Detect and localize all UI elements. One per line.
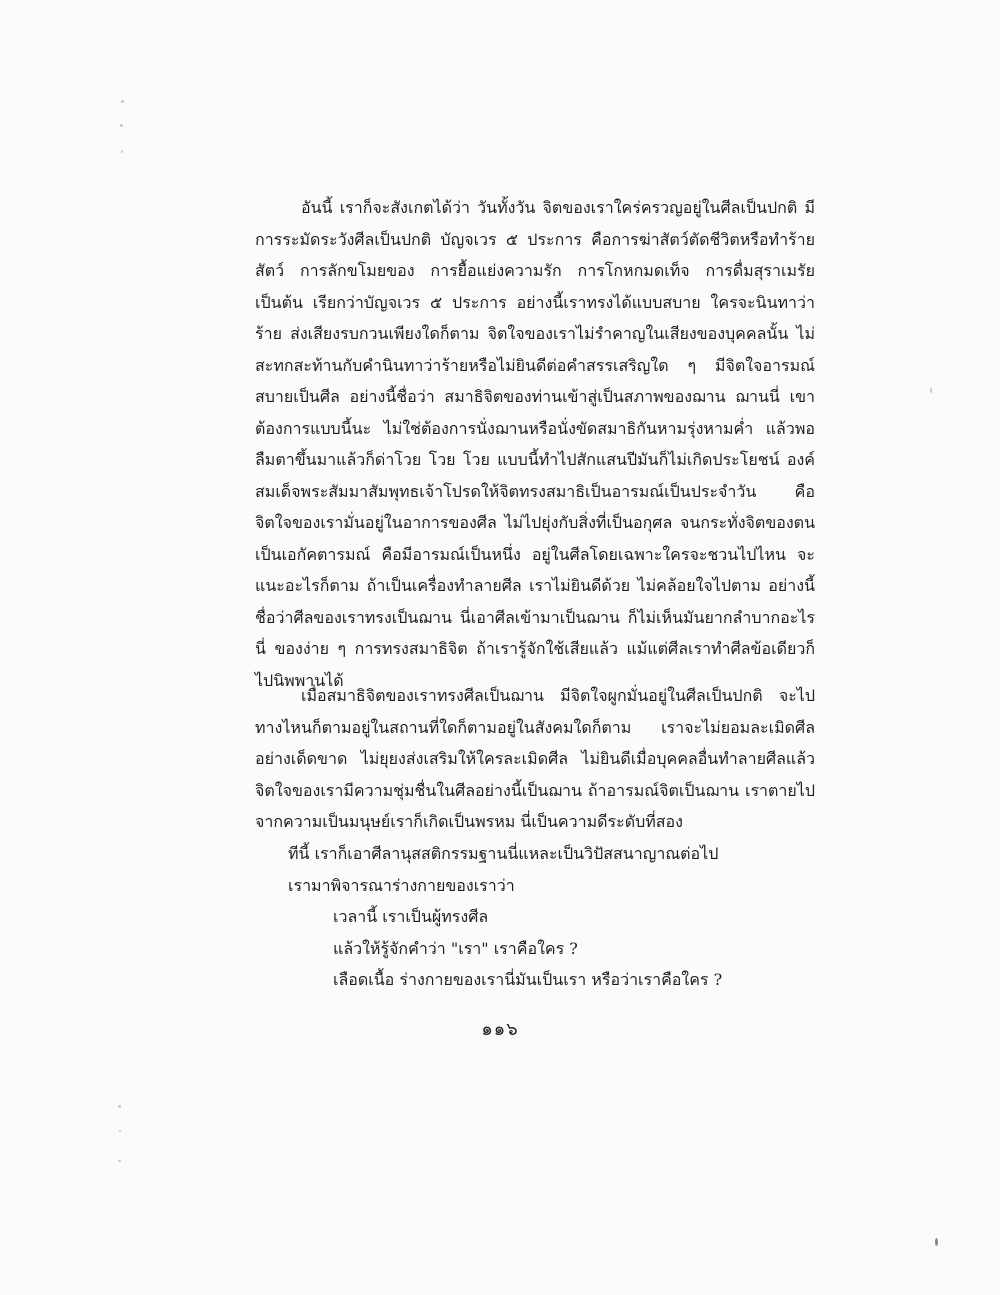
body-paragraph: เมื่อสมาธิจิตของเราทรงศีลเป็นฌาน มีจิตใจผูกมั่นอยู่ในศีลเป็นปกติ จะไปทางไหนก็ตามอยู่ในสถานที่ใดก็ตามอยู่ในสังคมใดก็ตาม เราจะไม่ยอมละเมิดศีลอย่างเด็ดขาด ไม่ยุยงส่งเสริมให้ใครละเมิดศีล ไม่ยินดีเมื่อบุคคลอื่นทำลายศีลแล้ว จิตใจของเรามีความชุ่มชื่นในศีลอย่างนี้เป็นฌาน ถ้าอารมณ์จิตเป็นฌาน เราตายไปจากความเป็นมนุษย์เราก็เกิดเป็นพรหม นี่เป็นความดีระดับที่สอง: [255, 686, 815, 831]
verse-block: [255, 838, 815, 996]
paragraph-block: [255, 192, 815, 696]
scan-speck: [118, 1160, 121, 1162]
scan-speck: [935, 1238, 938, 1246]
text-line: เวลานี้ เราเป็นผู้ทรงศีล: [333, 907, 489, 926]
scan-speck: [120, 124, 123, 127]
text-line: แล้วให้รู้จักคำว่า "เรา" เราคือใคร ?: [333, 938, 578, 958]
text-line: เลือดเนื้อ ร่างกายของเรานี่มันเป็นเรา หรือว่าเราคือใคร ?: [333, 970, 723, 989]
paragraph-block: [255, 680, 815, 838]
scan-speck: [930, 388, 932, 393]
body-paragraph: อันนี้ เราก็จะสังเกตได้ว่า วันทั้งวัน จิตของเราใคร่ครวญอยู่ในศีลเป็นปกติ มีการระมัดระวังศีลเป็นปกติ บัญจเวร ๕ ประการ คือการฆ่าสัตว์ตัดชีวิตหรือทำร้ายสัตว์ การลักขโมยของ การยื้อแย่งความรัก การโกหกมดเท็จ การดื่มสุราเมรัย เป็นต้น เรียกว่าบัญจเวร ๕ ประการ อย่างนี้เราทรงได้แบบสบาย ใครจะนินทาว่าร้าย ส่งเสียงรบกวนเพียงใดก็ตาม จิตใจของเราไม่รำคาญในเสียงของบุคคลนั้น ไม่สะทกสะท้านกับคำนินทาว่าร้ายหรือไม่ยินดีต่อคำสรรเสริญใด ๆ มีจิตใจอารมณ์สบายเป็นศีล อย่างนี้ชื่อว่า สมาธิจิตของท่านเข้าสู่เป็นสภาพของฌาน ฌานนี่ เขาต้องการแบบนี้นะ ไม่ใช่ต้องการนั่งฌานหรือนั่งขัดสมาธิกันหามรุ่งหามค่ำ แล้วพอลืมตาขึ้นมาแล้วก็ด่าโวย โวย โวย แบบนี้ทำไปสักแสนปีมันก็ไม่เกิดประโยชน์ องค์สมเด็จพระสัมมาสัมพุทธเจ้าโปรดให้จิตทรงสมาธิเป็นอารมณ์เป็นประจำวัน คือจิตใจของเรามั่นอยู่ในอาการของศีล ไม่ไปยุ่งกับสิ่งที่เป็นอกุศล จนกระทั่งจิตของตนเป็นเอกัคตารมณ์ คือมีอารมณ์เป็นหนึ่ง อยู่ในศีลโดยเฉพาะใครจะชวนไปไหน จะแนะอะไรก็ตาม ถ้าเป็นเครื่องทำลายศีล เราไม่ยินดีด้วย ไม่คล้อยใจไปตาม อย่างนี้ชื่อว่าศีลของเราทรงเป็นฌาน นี่เอาศีลเข้ามาเป็นฌาน ก็ไม่เห็นมันยากลำบากอะไรนี่ ของง่าย ๆ การทรงสมาธิจิต ถ้าเรารู้จักใช้เสียแล้ว แม้แต่ศีลเราทำศีลข้อเดียวก็ไปนิพพานได้: [255, 198, 815, 690]
text-line: เรามาพิจารณาร่างกายของเราว่า: [288, 875, 515, 895]
scan-speck: [121, 150, 123, 153]
text-line: ทีนี้ เราก็เอาศีลานุสสติกรรมฐานนี่แหละเป็นวิปัสสนาญาณต่อไป: [288, 844, 719, 863]
scan-speck: [118, 1105, 121, 1108]
scan-speck: [119, 1130, 121, 1132]
scan-speck: [121, 100, 124, 103]
page-number: ๑๑๖: [481, 1019, 519, 1040]
